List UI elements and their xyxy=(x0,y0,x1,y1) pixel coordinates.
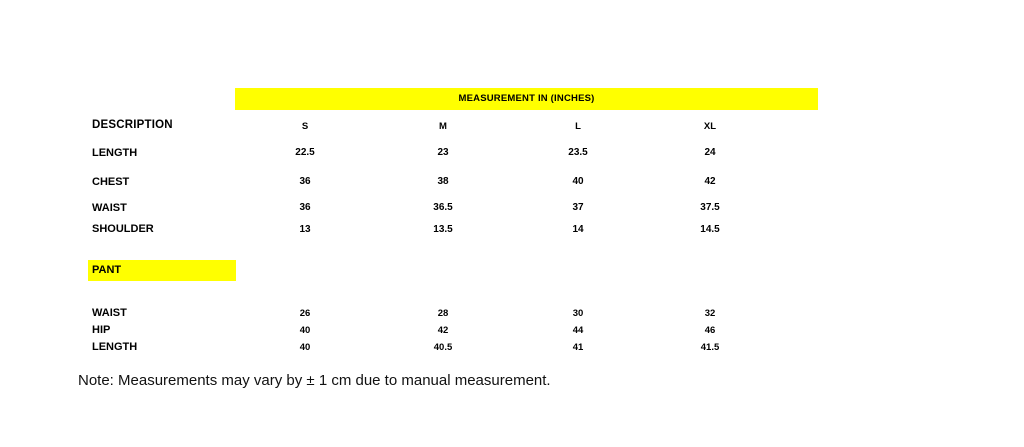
column-header-size-m: M xyxy=(439,121,447,132)
pant-section-highlight xyxy=(88,260,236,281)
table-cell: 37.5 xyxy=(700,202,720,213)
table-cell: 46 xyxy=(704,325,716,336)
measurement-note: Note: Measurements may vary by ± 1 cm due to manual measurement. xyxy=(78,372,551,389)
column-header-size-l: L xyxy=(575,121,581,132)
table-cell: 28 xyxy=(437,308,449,319)
table-row-label: HIP xyxy=(92,324,111,336)
column-header-size-s: S xyxy=(301,121,309,132)
table-cell: 23 xyxy=(437,147,449,158)
table-cell: 32 xyxy=(704,308,716,319)
table-row-label: WAIST xyxy=(92,307,127,319)
measurement-banner xyxy=(235,88,818,110)
table-row-label: LENGTH xyxy=(92,147,138,159)
table-cell: 13.5 xyxy=(433,224,453,235)
table-cell: 36.5 xyxy=(433,202,453,213)
table-row-label: SHOULDER xyxy=(92,223,154,235)
table-cell: 40.5 xyxy=(433,342,453,353)
table-cell: 24 xyxy=(704,147,716,158)
table-cell: 41 xyxy=(572,342,584,353)
table-cell: 14.5 xyxy=(700,224,720,235)
table-row-label: WAIST xyxy=(92,202,127,214)
table-row-label: CHEST xyxy=(92,176,130,188)
table-cell: 36 xyxy=(299,176,311,187)
table-cell: 13 xyxy=(299,224,311,235)
table-cell: 44 xyxy=(572,325,584,336)
table-row-label: LENGTH xyxy=(92,341,138,353)
table-cell: 30 xyxy=(572,308,584,319)
table-cell: 41.5 xyxy=(700,342,720,353)
table-cell: 42 xyxy=(704,176,716,187)
table-cell: 36 xyxy=(299,202,311,213)
table-cell: 40 xyxy=(299,325,311,336)
table-cell: 40 xyxy=(299,342,311,353)
pant-section-title: PANT xyxy=(92,264,122,276)
table-cell: 40 xyxy=(572,176,584,187)
table-cell: 22.5 xyxy=(295,147,315,158)
measurement-banner-label: MEASUREMENT IN (INCHES) xyxy=(458,93,595,104)
table-cell: 42 xyxy=(437,325,449,336)
table-cell: 26 xyxy=(299,308,311,319)
table-cell: 37 xyxy=(572,202,584,213)
column-header-size-xl: XL xyxy=(703,121,717,132)
table-cell: 38 xyxy=(437,176,449,187)
table-cell: 14 xyxy=(572,224,584,235)
table-cell: 23.5 xyxy=(568,147,588,158)
column-header-description: DESCRIPTION xyxy=(92,119,173,131)
